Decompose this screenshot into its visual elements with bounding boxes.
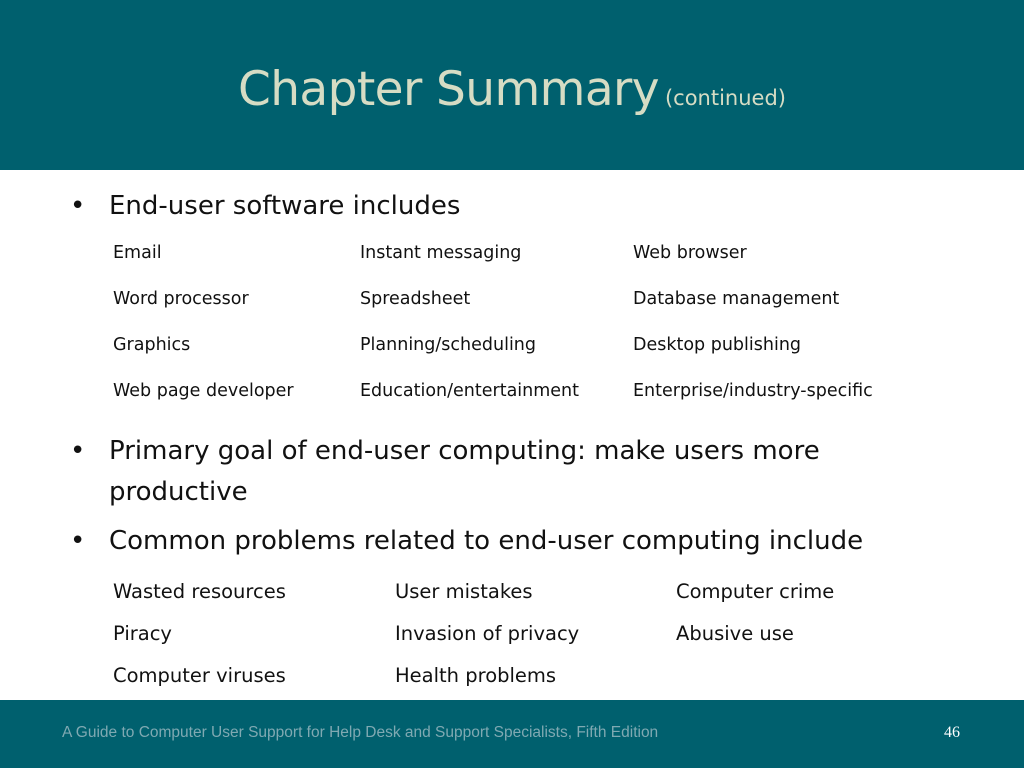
page-number: 46	[944, 724, 960, 741]
slide-title-main: Chapter Summary	[237, 62, 659, 117]
software-item: Web browser	[633, 243, 747, 263]
software-item: Graphics	[113, 335, 191, 355]
bullet-marker: •	[70, 191, 86, 221]
software-item: Email	[113, 243, 162, 263]
software-item: Education/entertainment	[360, 381, 580, 401]
title-bar	[0, 0, 1024, 170]
software-item: Spreadsheet	[360, 289, 471, 309]
problem-item: Wasted resources	[113, 580, 286, 603]
software-item: Enterprise/industry-specific	[633, 381, 873, 401]
footer-bar	[0, 700, 1024, 768]
software-item: Web page developer	[113, 381, 294, 401]
bullet-text: Primary goal of end-user computing: make users more productive	[109, 436, 820, 507]
problem-item: Computer viruses	[113, 664, 286, 687]
bullet-marker: •	[70, 436, 86, 466]
software-item: Database management	[633, 289, 840, 309]
software-item: Word processor	[113, 289, 249, 309]
slide-title	[0, 62, 1024, 117]
bullet-marker: •	[70, 526, 86, 556]
problem-item: User mistakes	[395, 580, 533, 603]
slide-title-suffix: (continued)	[664, 86, 786, 110]
software-item: Instant messaging	[360, 243, 522, 263]
problem-item: Health problems	[395, 664, 557, 687]
problem-item: Piracy	[113, 622, 172, 645]
footer-book-title: A Guide to Computer User Support for Help Desk and Support Specialists, Fifth Edition	[62, 724, 659, 741]
bullet-text: End-user software includes	[109, 191, 461, 221]
problem-item: Computer crime	[676, 580, 835, 603]
software-item: Desktop publishing	[633, 335, 802, 355]
problem-item: Abusive use	[676, 622, 794, 645]
software-item: Planning/scheduling	[360, 335, 536, 355]
bullet-text: Common problems related to end-user computing include	[109, 526, 864, 556]
problem-item: Invasion of privacy	[395, 622, 580, 645]
